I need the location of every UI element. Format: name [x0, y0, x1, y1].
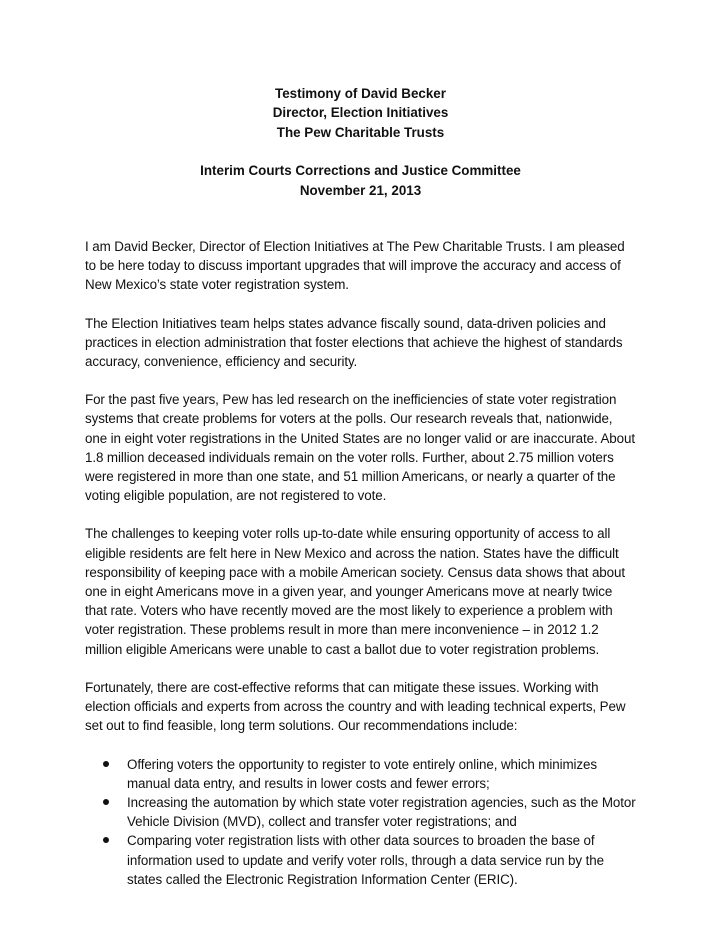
paragraph-challenges: The challenges to keeping voter rolls up-to-date while ensuring opportunity of access to all eligible residents are felt here in New Mexico and across the nation. States have the difficult responsibility of keeping pace with a mobile American society. Census data shows that about one in eight Americans move in a given year, and younger Americans move at nearly twice that rate. Voters who have recently moved are the most likely to experience a problem with voter registration. These problems result in more than mere inconvenience – in 2012 1.2 million eligible Americans were unable to cast a ballot due to voter registration problems.	[85, 526, 625, 657]
header-line-title: Director, Election Initiatives	[272, 105, 449, 121]
list-item	[85, 793, 636, 831]
testimony-header	[85, 84, 636, 142]
list-item	[85, 755, 636, 793]
paragraph-recommendations-intro: Fortunately, there are cost-effective reforms that can mitigate these issues. Working with election officials and experts from across the country and with leading technical experts, Pew set out to find feasible, long term solutions. Our recommendations include:	[85, 679, 626, 734]
list-item-text: Comparing voter registration lists with other data sources to broaden the base of information used to update and verify voter rolls, through a data service run by the states called the Electronic Registration Information Center (ERIC).	[127, 833, 604, 887]
header-line-committee: Interim Courts Corrections and Justice Committee	[200, 163, 521, 179]
list-item-text: Offering voters the opportunity to register to vote entirely online, which minimizes manual data entry, and results in lower costs and fewer errors;	[127, 756, 597, 791]
list-item-text: Increasing the automation by which state voter registration agencies, such as the Motor Vehicle Division (MVD), collect and transfer voter registrations; and	[127, 794, 636, 830]
paragraph-research: For the past five years, Pew has led research on the inefficiencies of state voter registration systems that create problems for voters at the polls. Our research reveals that, nationwide, one in eight voter registrations in the United States are no longer valid or are inaccurate. About 1.8 million deceased individuals remain on the voter rolls. Further, about 2.75 million voters were registered in more than one state, and 51 million Americans, or nearly a quarter of the voting eligible population, are not registered to vote.	[85, 392, 635, 504]
bullet-icon	[103, 799, 109, 805]
paragraph-introduction: I am David Becker, Director of Election Initiatives at The Pew Charitable Trusts. I am pleased to be here today to discuss important upgrades that will improve the accuracy and access of New Mexico’s state voter registration system.	[85, 239, 625, 293]
list-item	[85, 831, 636, 889]
header-line-organization: The Pew Charitable Trusts	[276, 124, 445, 140]
header-line-date: November 21, 2013	[299, 182, 422, 198]
bullet-icon	[103, 761, 109, 767]
committee-header	[85, 161, 636, 200]
header-line-testimony: Testimony of David Becker	[275, 86, 446, 101]
recommendations-list	[85, 755, 636, 889]
paragraph-team: The Election Initiatives team helps states advance fiscally sound, data-driven policies and practices in election administration that foster elections that achieve the highest of standards accuracy, convenience, efficiency and security.	[85, 315, 623, 370]
bullet-icon	[103, 837, 109, 843]
testimony-body	[85, 237, 636, 889]
